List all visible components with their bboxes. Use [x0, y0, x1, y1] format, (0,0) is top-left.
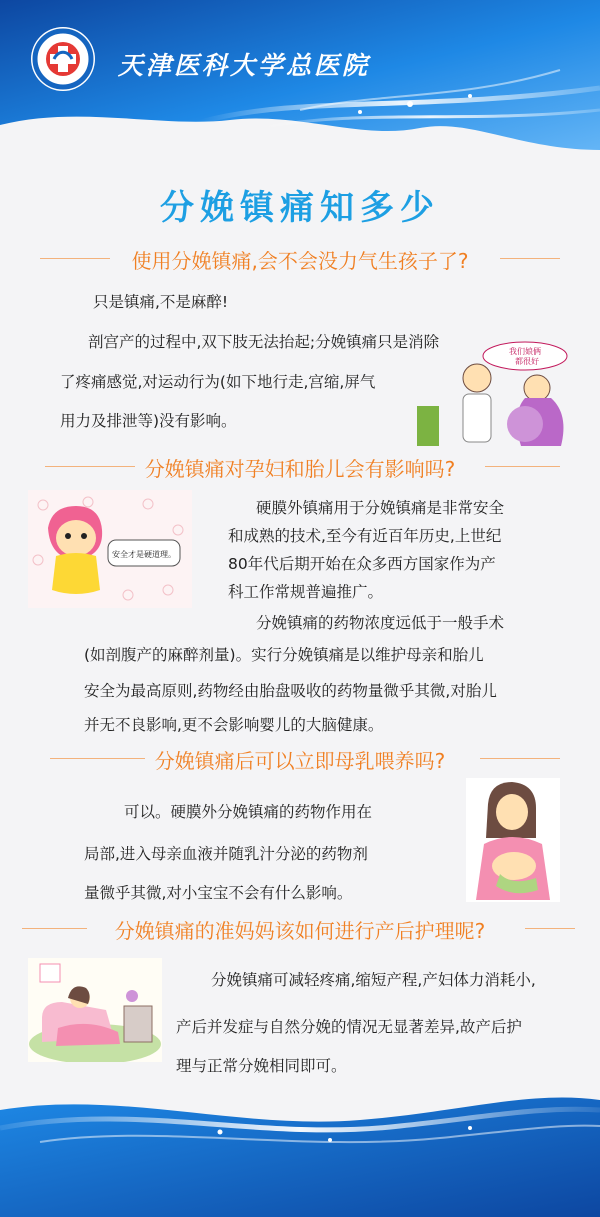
- section-text: 安全为最高原则,药物经由胎盘吸收的药物量微乎其微,对胎儿: [84, 682, 497, 700]
- footer-wave: [0, 1080, 600, 1217]
- section-text: 80年代后期开始在众多西方国家作为产: [228, 555, 496, 573]
- section-text: 产后并发症与自然分娩的情况无显著差异,故产后护: [176, 1018, 522, 1036]
- breastfeeding-mother-illustration: [466, 778, 560, 902]
- svg-text:我们娘俩: 我们娘俩: [509, 347, 541, 356]
- hospital-logo: [30, 26, 96, 92]
- section-text: 并无不良影响,更不会影响婴儿的大脑健康。: [84, 716, 384, 734]
- section-text: 和成熟的技术,至今有近百年历史,上世纪: [228, 527, 502, 545]
- section-text: 剖宫产的过程中,双下肢无法抬起;分娩镇痛只是消除: [88, 333, 440, 351]
- svg-text:安全才是硬道理。: 安全才是硬道理。: [112, 550, 176, 559]
- section-text: 量微乎其微,对小宝宝不会有什么影响。: [84, 884, 353, 902]
- doctor-pregnant-woman-illustration: [415, 336, 570, 446]
- section-text: 了疼痛感觉,对运动行为(如下地行走,宫缩,屏气: [60, 373, 376, 391]
- section-text: 分娩镇痛可减轻疼痛,缩短产程,产妇体力消耗小,: [211, 971, 536, 989]
- page-title: 分娩镇痛知多少: [160, 188, 440, 228]
- header-banner: [0, 0, 600, 160]
- section-question: 分娩镇痛对孕妇和胎儿会有影响吗?: [144, 457, 456, 481]
- svg-text:都很好: 都很好: [515, 357, 539, 366]
- section-text: 理与正常分娩相同即可。: [176, 1057, 347, 1075]
- section-question: 分娩镇痛的准妈妈该如何进行产后护理呢?: [114, 919, 486, 943]
- section-text: 科工作常规普遍推广。: [228, 583, 384, 601]
- section-question: 使用分娩镇痛,会不会没力气生孩子了?: [131, 249, 469, 273]
- section-text: (如剖腹产的麻醉剂量)。实行分娩镇痛是以维护母亲和胎儿: [84, 646, 484, 664]
- section-text: 用力及排泄等)没有影响。: [60, 412, 237, 430]
- section-text: 硬膜外镇痛用于分娩镇痛是非常安全: [256, 499, 505, 517]
- section-text: 局部,进入母亲血液并随乳汁分泌的药物剂: [84, 845, 368, 863]
- section-text: 只是镇痛,不是麻醉!: [93, 293, 229, 311]
- section-text: 可以。硬膜外分娩镇痛的药物作用在: [124, 803, 373, 821]
- mother-baby-bed-illustration: [28, 958, 162, 1062]
- hospital-name: 天津医科大学总医院: [118, 51, 371, 80]
- cartoon-girl-illustration: [28, 490, 192, 608]
- section-text: 分娩镇痛的药物浓度远低于一般手术: [256, 614, 505, 632]
- section-question: 分娩镇痛后可以立即母乳喂养吗?: [154, 749, 446, 773]
